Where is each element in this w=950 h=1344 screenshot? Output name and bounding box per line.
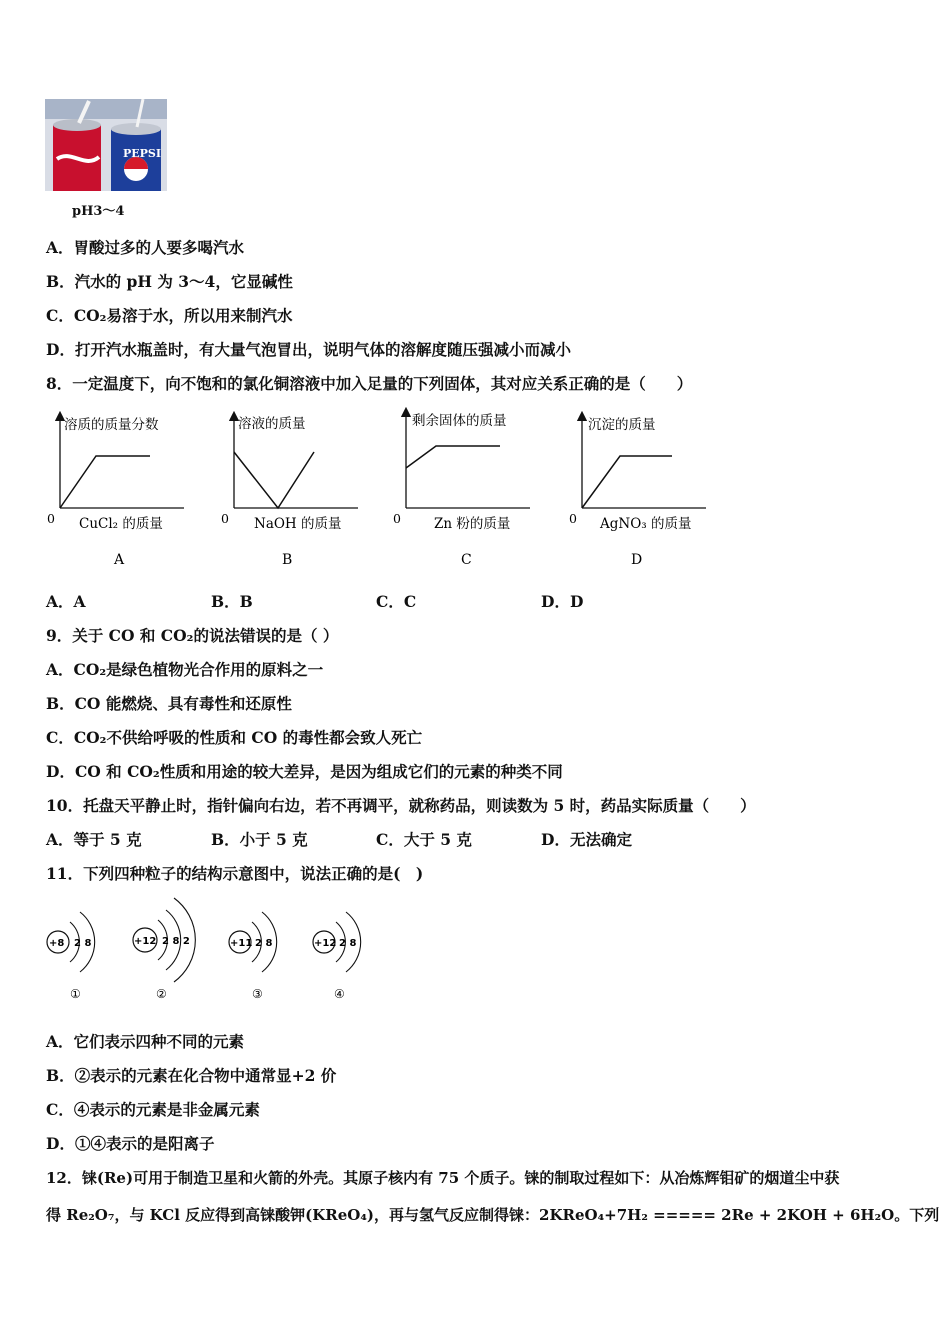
q9-option-a: A．CO₂是绿色植物光合作用的原料之一: [46, 660, 324, 679]
graph-c-ylabel: 剩余固体的质量: [412, 413, 507, 429]
q11-option-c: C．④表示的元素是非金属元素: [46, 1100, 260, 1119]
atom-2-shells: 2 8 2: [162, 936, 190, 947]
graph-d-origin: 0: [569, 511, 577, 526]
atom-2-nucleus: +12: [134, 936, 157, 947]
graph-b-xlabel: NaOH 的质量: [254, 516, 342, 532]
graph-c-label: C: [461, 552, 472, 568]
atom-diagram-2: [128, 894, 200, 1004]
q9-option-d: D．CO 和 CO₂性质和用途的较大差异，是因为组成它们的元素的种类不同: [46, 762, 563, 781]
graph-d-xlabel: AgNO₃ 的质量: [600, 516, 692, 532]
atom-1-label: ①: [70, 987, 81, 1001]
q11-option-d: D．①④表示的是阳离子: [46, 1134, 215, 1153]
q10-option-b: B．小于 5 克: [211, 830, 308, 849]
atom-4-label: ④: [334, 987, 345, 1001]
q9-option-b: B．CO 能燃烧、具有毒性和还原性: [46, 694, 292, 713]
soda-cans-image: [45, 99, 167, 191]
q8-stem: 8．一定温度下，向不饱和的氯化铜溶液中加入足量的下列固体，其对应关系正确的是（ ）: [46, 374, 693, 393]
atom-3-label: ③: [252, 987, 263, 1001]
q12-line-1: 12．铼(Re)可用于制造卫星和火箭的外壳。其原子核内有 75 个质子。铼的制取过程如下：从冶炼辉钼矿的烟道尘中获: [46, 1169, 840, 1187]
graph-b-origin: 0: [221, 511, 229, 526]
graph-d-label: D: [631, 552, 643, 568]
graph-d-curve: [582, 456, 672, 508]
graph-b: [218, 408, 368, 573]
q8-option-d: D．D: [541, 592, 584, 611]
photo-caption: pH3～4: [72, 204, 125, 219]
atom-4-nucleus: +12: [314, 938, 337, 949]
graph-a-ylabel: 溶质的质量分数: [64, 417, 159, 433]
q11-option-b: B．②表示的元素在化合物中通常显+2 价: [46, 1066, 337, 1085]
graph-a-origin: 0: [47, 511, 55, 526]
q8-option-a: A．A: [46, 592, 86, 611]
graph-c: [390, 406, 540, 573]
q9-option-c: C．CO₂不供给呼吸的性质和 CO 的毒性都会致人死亡: [46, 728, 423, 747]
graph-b-curve: [234, 452, 314, 508]
q9-stem: 9．关于 CO 和 CO₂的说法错误的是（ ）: [46, 626, 339, 645]
graph-a-xlabel: CuCl₂ 的质量: [79, 516, 163, 532]
pepsi-logo-text: PEPSI: [123, 147, 162, 160]
atom-1-nucleus: +8: [49, 938, 65, 949]
q10-option-d: D．无法确定: [541, 830, 632, 849]
q10-stem: 10．托盘天平静止时，指针偏向右边，若不再调平，就称药品，则读数为 5 时，药品实际质量（ ）: [46, 796, 756, 815]
graph-b-ylabel: 溶液的质量: [238, 416, 306, 432]
graph-c-curve: [406, 446, 500, 468]
atom-3-nucleus: +11: [230, 938, 253, 949]
graph-a: [44, 408, 194, 573]
q10-option-a: A．等于 5 克: [46, 830, 142, 849]
atom-diagram-3: [226, 904, 286, 1004]
graph-b-label: B: [282, 552, 293, 568]
atom-2-label: ②: [156, 987, 167, 1001]
soda-cans-photo: [45, 99, 167, 191]
atom-1-shells: 2 8: [74, 938, 92, 949]
graph-d: [566, 408, 716, 573]
graph-a-label: A: [114, 552, 125, 568]
q7-option-a: A．胃酸过多的人要多喝汽水: [46, 238, 245, 257]
atom-diagram-1: [44, 904, 104, 1004]
graph-c-xlabel: Zn 粉的质量: [434, 516, 511, 532]
q7-option-c: C．CO₂易溶于水，所以用来制汽水: [46, 306, 293, 325]
graph-d-ylabel: 沉淀的质量: [588, 417, 656, 433]
q11-stem: 11．下列四种粒子的结构示意图中，说法正确的是( ): [46, 864, 424, 883]
atom-diagram-4: [310, 904, 370, 1004]
q8-option-b: B．B: [211, 592, 253, 611]
q10-option-c: C．大于 5 克: [376, 830, 472, 849]
q12-line-2: 得 Re₂O₇，与 KCl 反应得到高铼酸钾(KReO₄)，再与氢气反应制得铼：2KReO₄+7H₂ ===== 2Re + 2KOH + 6H₂O。下列: [46, 1206, 940, 1224]
q11-option-a: A．它们表示四种不同的元素: [46, 1032, 245, 1051]
q8-option-c: C．C: [376, 592, 417, 611]
graph-c-origin: 0: [393, 511, 401, 526]
q7-option-d: D．打开汽水瓶盖时，有大量气泡冒出，说明气体的溶解度随压强减小而减小: [46, 340, 571, 359]
graph-a-curve: [60, 456, 150, 508]
atom-4-shells: 2 8: [339, 938, 357, 949]
atom-3-shells: 2 8: [255, 938, 273, 949]
q7-option-b: B．汽水的 pH 为 3～4，它显碱性: [46, 272, 293, 291]
